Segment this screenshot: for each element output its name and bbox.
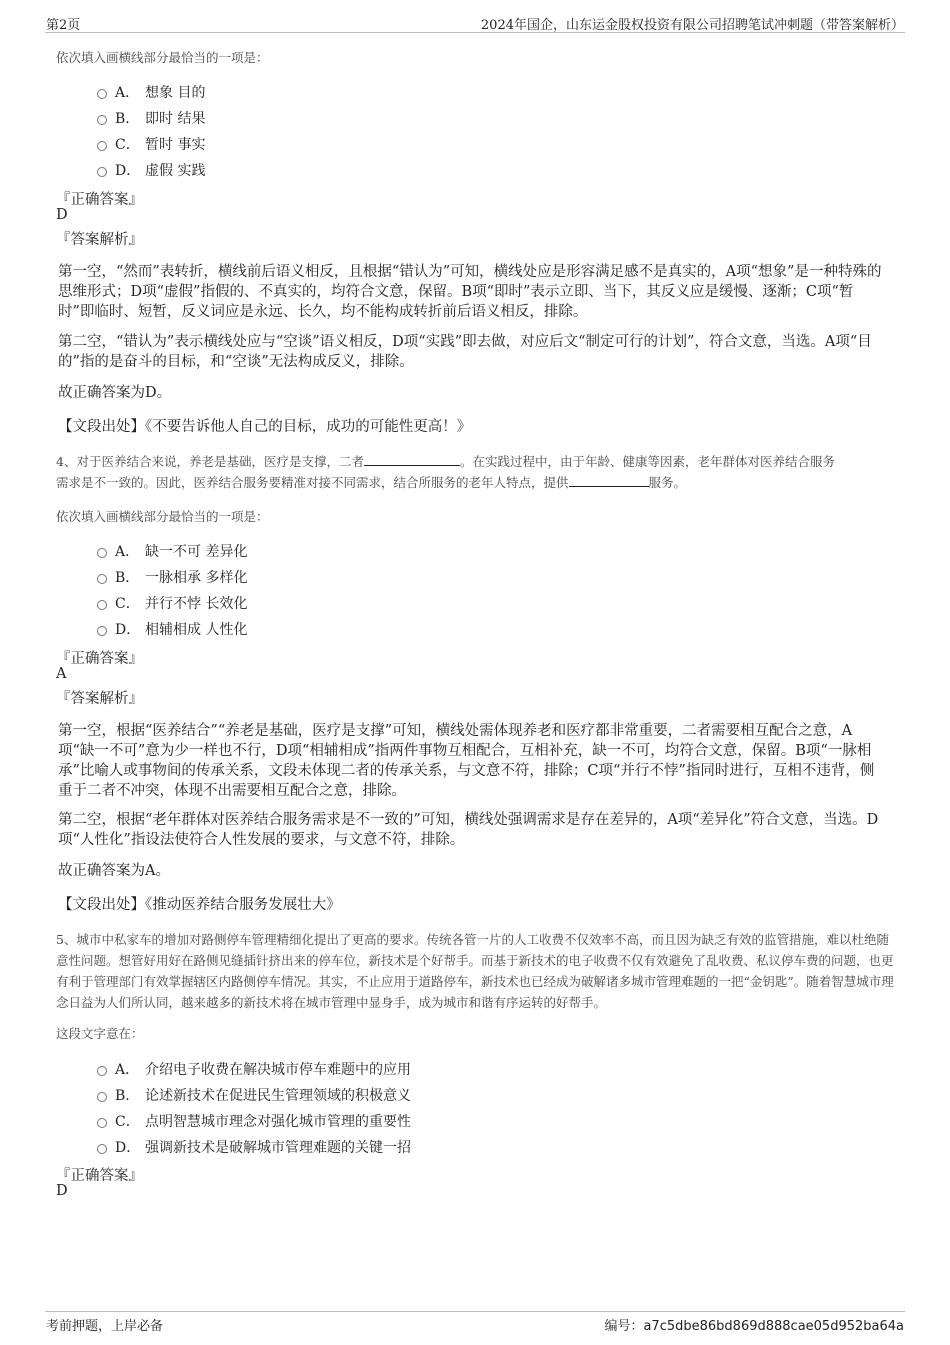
q4-option-b[interactable]	[97, 566, 247, 588]
q5-stem: 5、城市中私家车的增加对路侧停车管理精细化提出了更高的要求。传统各管一片的人工收费不仅效率不高，而且因为缺乏有效的监管措施，难以杜绝随意性问题。想管好用好在路侧见缝插针挤出来的停车位，新技术是个好帮手。而基于新技术的电子收费不仅有效避免了乱收费、私议停车费的问题，也更有利于管理部门有效掌握辖区内路侧停车情况。其实，不止应用于道路停车，新技术也已经成为破解诸多城市管理难题的一把“金钥匙”。随着智慧城市理念日益为人们所认同，越来越多的新技术将在城市管理中显身手，成为城市和谐有序运转的好帮手。	[56, 932, 894, 1010]
q3-option-b[interactable]	[97, 107, 205, 129]
q3-option-c[interactable]	[97, 133, 205, 155]
option-letter: D．	[115, 163, 141, 179]
q4-stem-part: 4、对于医养结合来说，养老是基础，医疗是支撑，二者	[56, 454, 364, 469]
radio-icon[interactable]	[97, 1118, 107, 1128]
radio-icon[interactable]	[97, 1066, 107, 1076]
option-text: 暂时 事实	[145, 137, 206, 153]
option-text: 并行不悖 长效化	[145, 596, 248, 612]
radio-icon[interactable]	[97, 600, 107, 610]
serial-label: 编号：	[604, 1319, 644, 1334]
footer-divider	[45, 1311, 905, 1312]
option-letter: B．	[115, 570, 140, 586]
q4-prompt: 依次填入画横线部分最恰当的一项是：	[56, 509, 269, 524]
radio-icon[interactable]	[97, 167, 107, 177]
header-divider	[45, 32, 905, 33]
q4-answer: A	[56, 666, 67, 682]
q3-analysis-label: 『答案解析』	[56, 232, 143, 248]
q3-option-d[interactable]	[97, 159, 205, 181]
q4-option-c[interactable]	[97, 592, 247, 614]
option-letter: C．	[115, 596, 140, 612]
radio-icon[interactable]	[97, 141, 107, 151]
option-text: 相辅相成 人性化	[145, 622, 248, 638]
q4-analysis-paragraph: 第一空，根据“医养结合”“养老是基础，医疗是支撑”可知，横线处需体现养老和医疗都非常重要，二者需要相互配合之意，A项“缺一不可”意为少一样也不行，D项“相辅相成”指两件事物互相配合，互相补充，缺一不可，均符合文意，保留。B项“一脉相承”比喻人或事物间的传承关系，文段未体现二者的传承关系，与文意不符，排除；C项“并行不悖”指同时进行，互相不违背，侧重于二者不冲突，体现不出需要相互配合之意，排除。	[58, 723, 875, 799]
radio-icon[interactable]	[97, 626, 107, 636]
radio-icon[interactable]	[97, 1144, 107, 1154]
answer-blank	[569, 474, 649, 487]
radio-icon[interactable]	[97, 574, 107, 584]
q4-stem-part: 需求是不一致的。因此，医养结合服务要精准对接不同需求，结合所服务的老年人特点，提供	[56, 475, 569, 490]
footer-serial	[604, 1315, 904, 1334]
q4-stem	[56, 451, 896, 493]
q3-answer-label: 『正确答案』	[56, 192, 143, 208]
q5-option-d[interactable]	[97, 1136, 411, 1158]
option-text: 点明智慧城市理念对强化城市管理的重要性	[145, 1114, 411, 1130]
page-number: 第2页	[46, 18, 81, 33]
option-letter: D．	[115, 1140, 141, 1156]
q5-answer-label: 『正确答案』	[56, 1168, 143, 1184]
q4-stem-part: 。在实践过程中，由于年龄、健康等因素，老年群体对医养结合服务	[459, 454, 835, 469]
q4-answer-label: 『正确答案』	[56, 651, 143, 667]
option-text: 强调新技术是破解城市管理难题的关键一招	[145, 1140, 411, 1156]
radio-icon[interactable]	[97, 548, 107, 558]
q5-answer: D	[56, 1183, 68, 1199]
option-letter: C．	[115, 137, 140, 153]
option-text: 缺一不可 差异化	[145, 544, 248, 560]
option-letter: D．	[115, 622, 141, 638]
option-letter: C．	[115, 1114, 140, 1130]
q5-option-a[interactable]	[97, 1058, 411, 1080]
document-title: 2024年国企，山东运金股权投资有限公司招聘笔试冲刺题（带答案解析）	[480, 18, 904, 33]
q4-option-a[interactable]	[97, 540, 247, 562]
radio-icon[interactable]	[97, 115, 107, 125]
q3-analysis-paragraph: 第二空，“错认为”表示横线处应与“空谈”语义相反，D项“实践”即去做，对应后文“制定可行的计划”，符合文意，当选。A项“目的”指的是奋斗的目标，和“空谈”无法构成反义，排除。	[58, 334, 872, 370]
option-text: 一脉相承 多样化	[145, 570, 248, 586]
q3-answer: D	[56, 207, 68, 223]
radio-icon[interactable]	[97, 89, 107, 99]
option-letter: B．	[115, 1088, 140, 1104]
q3-source: 【文段出处】《不要告诉他人自己的目标，成功的可能性更高！》	[58, 419, 472, 435]
q3-conclusion: 故正确答案为D。	[58, 385, 172, 401]
q3-option-a[interactable]	[97, 81, 205, 103]
option-letter: B．	[115, 111, 140, 127]
q3-prompt: 依次填入画横线部分最恰当的一项是：	[56, 50, 269, 65]
option-text: 想象 目的	[145, 85, 206, 101]
q3-analysis-paragraph: 第一空，“然而”表转折，横线前后语义相反，且根据“错认为”可知，横线处应是形容满足感不是真实的，A项“想象”是一种特殊的思维形式；D项“虚假”指假的、不真实的，均符合文意，保留。B项“即时”表示立即、当下，其反义应是缓慢、逐渐；C项“暂时”即临时、短暂，反义词应是永远、长久，均不能构成转折前后语义相反，排除。	[58, 264, 882, 320]
q5-prompt: 这段文字意在：	[56, 1026, 144, 1041]
option-text: 虚假 实践	[145, 163, 206, 179]
option-text: 即时 结果	[145, 111, 206, 127]
q4-stem-part: 服务。	[648, 475, 687, 490]
q5-option-b[interactable]	[97, 1084, 411, 1106]
radio-icon[interactable]	[97, 1092, 107, 1102]
option-letter: A．	[115, 1062, 140, 1078]
serial-number: a7c5dbe86bd869d888cae05d952ba64a	[643, 1319, 904, 1334]
option-text: 介绍电子收费在解决城市停车难题中的应用	[145, 1062, 411, 1078]
option-letter: A．	[115, 544, 140, 560]
option-letter: A．	[115, 85, 140, 101]
q4-analysis-label: 『答案解析』	[56, 691, 143, 707]
answer-blank	[364, 453, 460, 466]
q4-option-d[interactable]	[97, 618, 247, 640]
q4-conclusion: 故正确答案为A。	[58, 863, 170, 879]
option-text: 论述新技术在促进民生管理领域的积极意义	[145, 1088, 411, 1104]
footer-slogan: 考前押题，上岸必备	[46, 1319, 164, 1334]
q5-option-c[interactable]	[97, 1110, 411, 1132]
q4-source: 【文段出处】《推动医养结合服务发展壮大》	[58, 897, 341, 913]
q4-analysis-paragraph: 第二空，根据“老年群体对医养结合服务需求是不一致的”可知，横线处强调需求是存在差异的，A项“差异化”符合文意，当选。D项“人性化”指设法使符合人性发展的要求，与文意不符，排除。	[58, 812, 879, 848]
